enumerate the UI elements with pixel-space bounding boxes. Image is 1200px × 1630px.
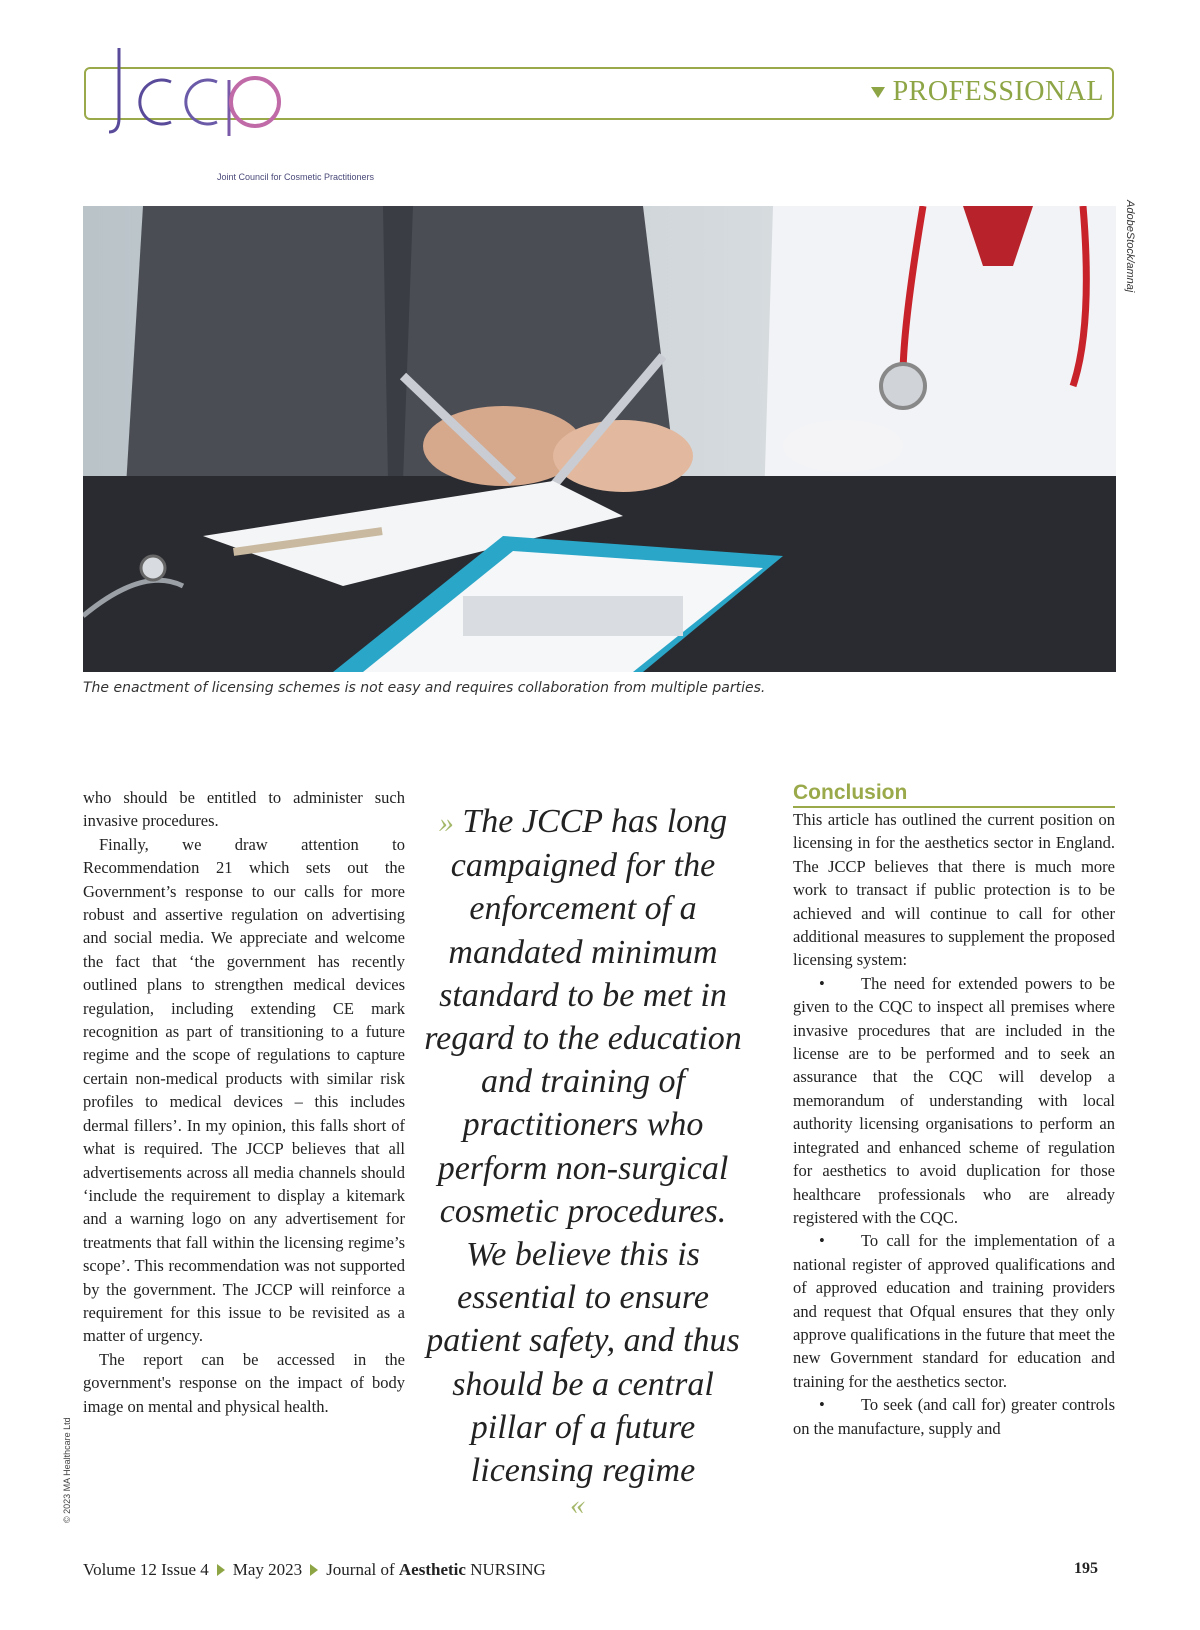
footer-journal-bold: Aesthetic	[398, 1560, 466, 1579]
photo-caption: The enactment of licensing schemes is not easy and requires collaboration from multiple parties.	[83, 680, 766, 696]
footer-journal-prefix: Journal of	[326, 1560, 399, 1579]
left-column	[83, 786, 405, 1418]
page-number: 195	[1074, 1560, 1098, 1577]
bullet-icon: •	[819, 1395, 825, 1415]
section-label	[871, 76, 1104, 108]
logo-subtitle: Joint Council for Cosmetic Practitioners	[217, 172, 375, 182]
footer-volume: Volume 12 Issue 4	[83, 1560, 209, 1579]
copyright-text: © 2023 MA Healthcare Ltd	[62, 1417, 72, 1523]
paragraph: Finally, we draw attention to Recommendation 21 which sets out the Government’s response to our calls for more robust and assertive regulation on advertising and social media. We appreciate and welcome the fact that ‘the government has recently outlined plans to strengthen medical devices regulation, including extending CE mark recognition as part of transitioning to a future regime and the scope of regulations to capture certain non-medical products with similar risk profiles to medical devices – this includes dermal fillers’. In my opinion, this falls short of what is required. The JCCP believes that all advertisements across all media channels should ‘include the requirement to display a kitemark and a warning logo on any advertisement for treatments that fall within the licensing regime’s scope’. This recommendation was not supported by the government. The JCCP will reinforce a requirement for this issue to be revisited as a matter of urgency.	[83, 834, 405, 1346]
photo-credit-text: AdobeStock/amnaj	[1124, 200, 1136, 293]
section-label-text: PROFESSIONAL	[892, 76, 1104, 107]
jccp-logo	[105, 40, 375, 182]
list-item	[793, 1229, 1115, 1393]
right-column	[793, 808, 1115, 1440]
paragraph: This article has outlined the current position on licensing in for the aesthetics sector in England. The JCCP believes that there is much more work to transact if public protection is to be achieved and will continue to call for other additional measures to supplement the proposed licensing system:	[793, 810, 1115, 970]
page-footer	[83, 1560, 546, 1580]
list-item-text: The need for extended powers to be given to the CQC to inspect all premises where invasive procedures that are included in the license are to be performed and to seek an assurance that the CQC will develop a memorandum of understanding with local authority licensing organisations to perform an integrated and enhanced scheme of regulation for aesthetics to avoid duplication for those healthcare professionals who are already registered with the CQC.	[793, 973, 1115, 1227]
bullet-icon: •	[819, 1231, 825, 1251]
pull-quote-text: The JCCP has long campaigned for the enforcement of a mandated minimum standard to be met in regard to the education and training of practitioners who perform non-surgical cosmetic procedures. We believe this is essential to ensure patient safety, and thus should be a central pillar of a future licensing regime	[424, 803, 742, 1490]
pull-quote	[418, 800, 748, 1492]
section-heading: Conclusion	[793, 780, 1115, 808]
triangle-right-icon	[310, 1564, 318, 1576]
quote-close-icon: «	[570, 1488, 585, 1521]
quote-open-icon: »	[438, 806, 454, 839]
triangle-right-icon	[217, 1564, 225, 1576]
jccp-logo-mark	[105, 40, 295, 140]
photo-illustration	[83, 206, 1116, 672]
list-item	[793, 972, 1115, 1229]
footer-journal-suffix: NURSING	[465, 1560, 546, 1579]
photo-credit	[1122, 200, 1140, 310]
footer-date: May 2023	[232, 1560, 303, 1579]
bullet-icon: •	[819, 973, 825, 993]
copyright-notice	[62, 1405, 76, 1525]
list-item	[793, 1393, 1115, 1440]
triangle-down-icon	[871, 87, 885, 98]
list-item-text: To seek (and call for) greater controls on the manufacture, supply and	[793, 1395, 1115, 1438]
paragraph: The report can be accessed in the government's response on the impact of body image on mental and physical health.	[83, 1349, 405, 1416]
article-photo	[83, 206, 1116, 672]
paragraph: who should be entitled to administer such invasive procedures.	[83, 788, 405, 831]
list-item-text: To call for the implementation of a national register of approved qualifications and of approved education and training providers and request that Ofqual ensures that they only approve qualifications in the future that meet the new Government standard for education and training for the aesthetics sector.	[793, 1231, 1115, 1391]
